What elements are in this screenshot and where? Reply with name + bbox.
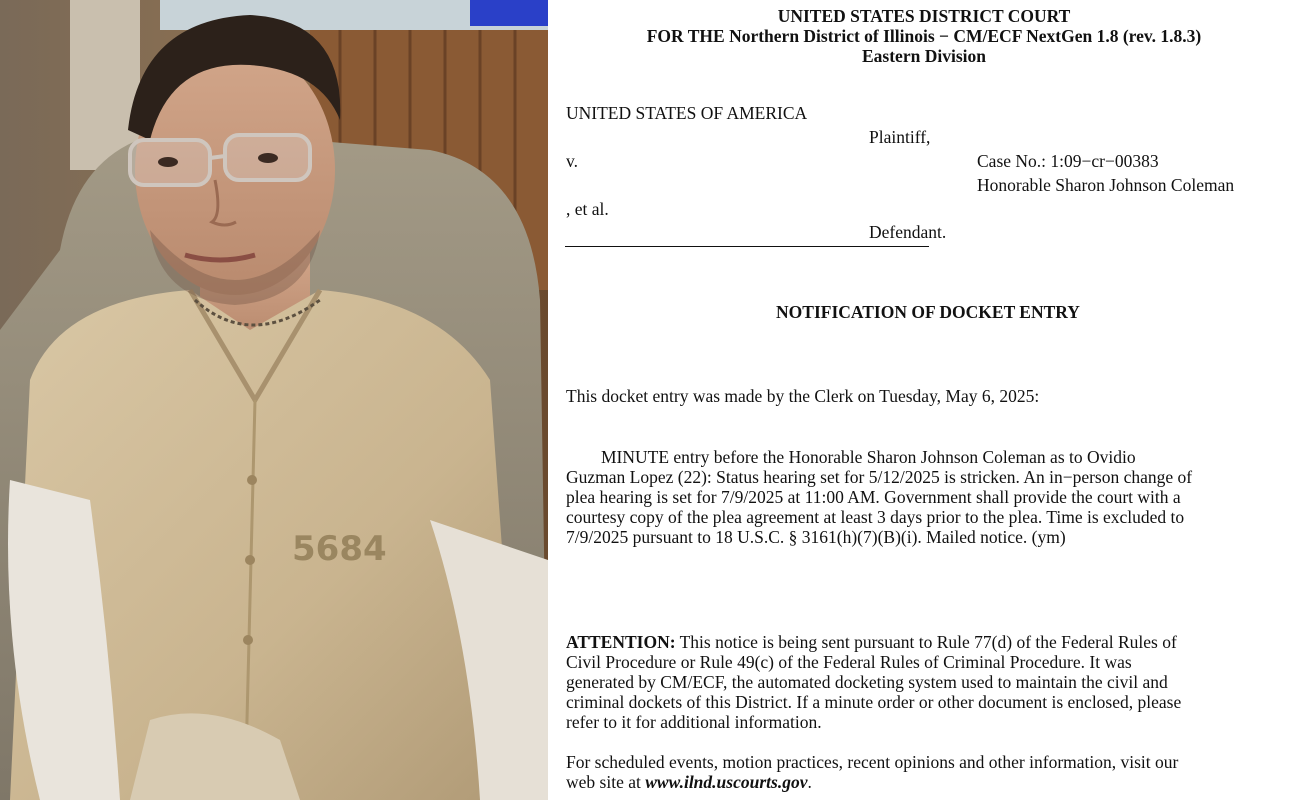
entry-intro: This docket entry was made by the Clerk on Tuesday, May 6, 2025: xyxy=(566,386,1040,406)
notification-title: NOTIFICATION OF DOCKET ENTRY xyxy=(776,302,1080,322)
minute-entry-line-4: courtesy copy of the plea agreement at least 3 days prior to the plea. Time is excluded to xyxy=(566,507,1185,527)
division-line: Eastern Division xyxy=(862,46,986,66)
district-line: FOR THE Northern District of Illinois − CM/ECF NextGen 1.8 (rev. 1.8.3) xyxy=(646,26,1202,46)
court-website-link[interactable]: www.ilnd.uscourts.gov xyxy=(645,772,808,792)
attention-line-5: refer to it for additional information. xyxy=(566,712,822,732)
footer-line-1: For scheduled events, motion practices, recent opinions and other information, visit our xyxy=(566,752,1179,772)
shirt-number: 5684 xyxy=(292,529,387,569)
defendant-name: , et al. xyxy=(566,199,609,219)
attention-line-2: Civil Procedure or Rule 49(c) of the Federal Rules of Criminal Procedure. It was xyxy=(566,652,1132,672)
footer-line-2 xyxy=(566,772,812,792)
versus: v. xyxy=(566,151,578,171)
minute-entry-line-1: MINUTE entry before the Honorable Sharon Johnson Coleman as to Ovidio xyxy=(566,447,1136,467)
minute-entry-line-3: plea hearing is set for 7/9/2025 at 11:00 AM. Government shall provide the court with a xyxy=(566,487,1181,507)
footer-prefix: web site at xyxy=(566,772,646,792)
defendant-role: Defendant. xyxy=(869,222,947,242)
minute-entry-line-5: 7/9/2025 pursuant to 18 U.S.C. § 3161(h)(7)(B)(i). Mailed notice. (ym) xyxy=(566,527,1066,547)
plaintiff-name: UNITED STATES OF AMERICA xyxy=(566,103,808,123)
caption-divider xyxy=(565,246,929,247)
docket-notice xyxy=(548,0,1300,800)
attention-line-1-text: This notice is being sent pursuant to Rule 77(d) of the Federal Rules of xyxy=(675,632,1177,652)
attention-line-3: generated by CM/ECF, the automated docketing system used to maintain the civil and xyxy=(566,672,1168,692)
court-header xyxy=(548,6,1300,66)
attention-label: ATTENTION: xyxy=(566,632,676,652)
person-photo-illustration xyxy=(0,0,548,800)
court-name: UNITED STATES DISTRICT COURT xyxy=(777,6,1071,26)
minute-entry-line-2: Guzman Lopez (22): Status hearing set for 5/12/2025 is stricken. An in−person change of xyxy=(566,467,1193,487)
footer-suffix: . xyxy=(807,772,812,792)
attention-line-4: criminal dockets of this District. If a minute order or other document is enclosed, please xyxy=(566,692,1182,712)
attention-line-1 xyxy=(566,632,1177,652)
plaintiff-role: Plaintiff, xyxy=(869,127,931,147)
judge-name: Honorable Sharon Johnson Coleman xyxy=(977,175,1235,195)
person-photo xyxy=(0,0,548,800)
case-number: Case No.: 1:09−cr−00383 xyxy=(977,151,1159,171)
